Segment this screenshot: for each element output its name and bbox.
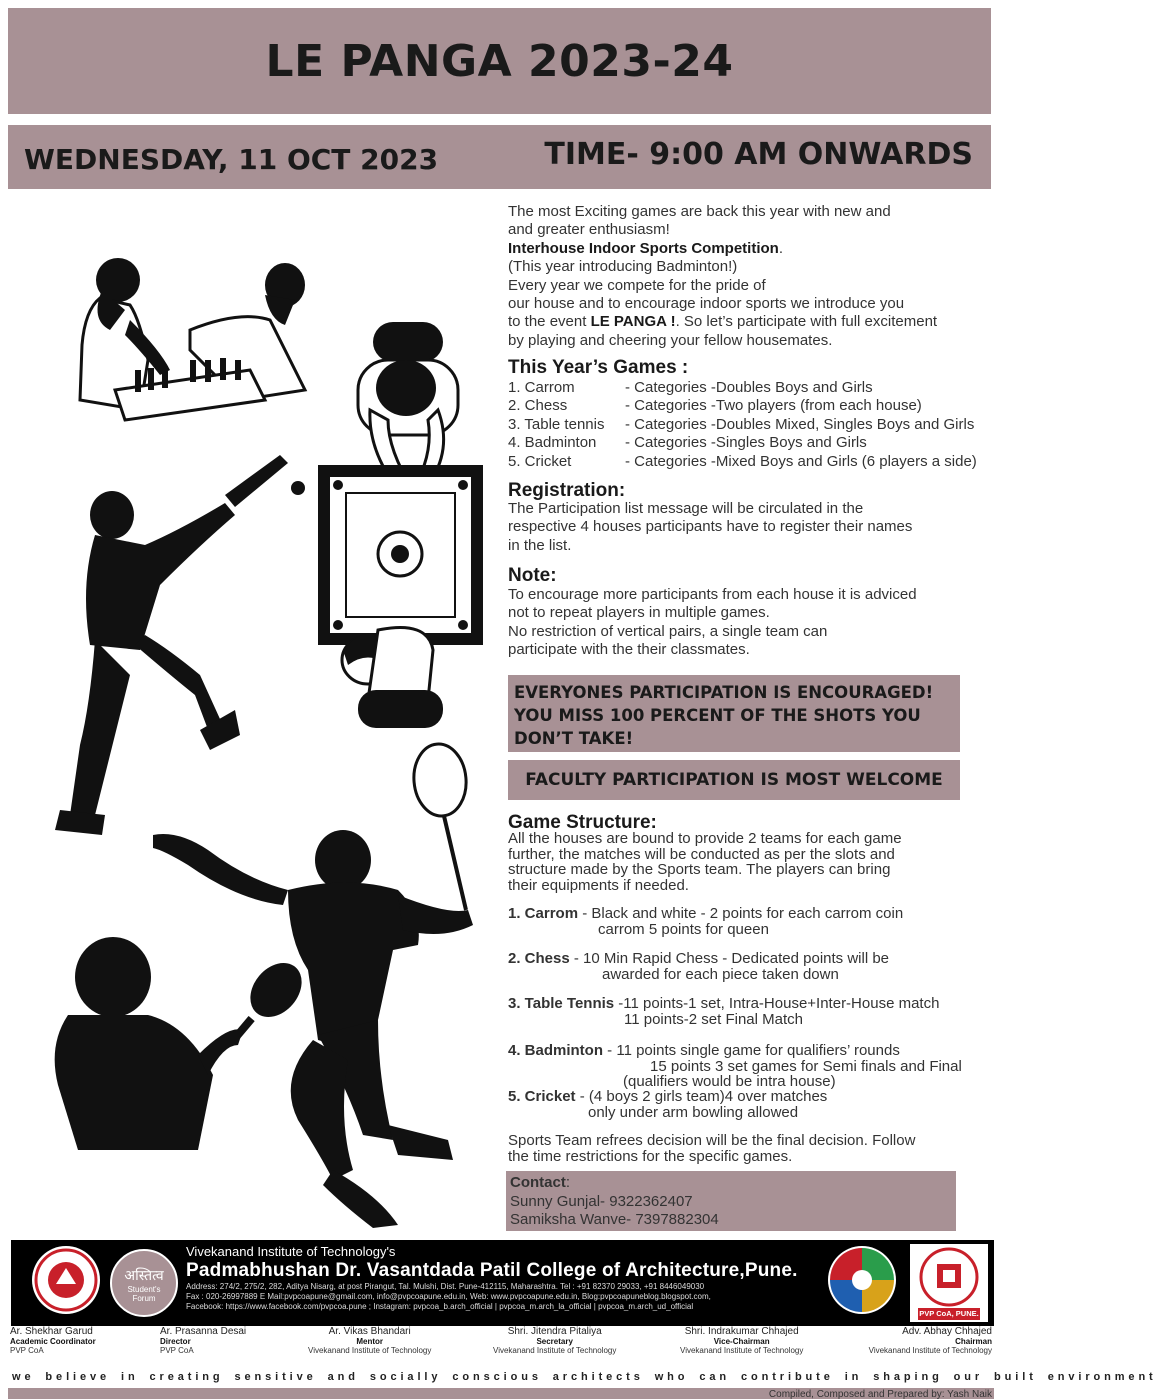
intro-line: our house and to encourage indoor sports we introduce you bbox=[508, 295, 905, 313]
rule-game-name: 3. Table Tennis bbox=[508, 995, 615, 1012]
game-categories: - Categories -Mixed Boys and Girls (6 players a side) bbox=[625, 452, 977, 470]
intro-section bbox=[508, 203, 996, 350]
game-categories: - Categories -Two players (from each house) bbox=[625, 397, 922, 415]
signatory: Shri. Indrakumar Chhajed Vice-Chairman Vivekanand Institute of Technology bbox=[680, 1326, 804, 1355]
event-date: WEDNESDAY, 11 OCT 2023 bbox=[24, 143, 439, 176]
contact-person: Sunny Gunjal- 9322362407 bbox=[510, 1192, 693, 1210]
competition-name: Interhouse Indoor Sports Competition bbox=[508, 239, 779, 257]
carrom-players-illustration bbox=[318, 320, 493, 730]
registration-text: The Participation list message will be circulated in the respective 4 houses participants have to register their names in the list. bbox=[508, 500, 913, 554]
rule-game-name: 5. Cricket bbox=[508, 1088, 576, 1105]
college-motto: we believe in creating sensitive and socially conscious architects who can contribute in shaping our built environment bbox=[12, 1371, 1157, 1383]
structure-badminton: 4. Badminton - 11 points single game for qualifiers’ rounds 15 points 3 set games for Semi finals and Final (qualifiers would be intra house) bbox=[508, 1042, 962, 1090]
institute-seal-left-icon bbox=[30, 1244, 102, 1316]
event-title: LE PANGA 2023-24 bbox=[265, 35, 734, 87]
game-categories: - Categories -Singles Boys and Girls bbox=[625, 434, 867, 452]
structure-chess: 2. Chess - 10 Min Rapid Chess - Dedicated points will be awarded for each piece taken down bbox=[508, 950, 890, 983]
intro-line: The most Exciting games are back this year with new and bbox=[508, 203, 891, 220]
structure-cricket: 5. Cricket - (4 boys 2 girls team)4 over matches only under arm bowling allowed bbox=[508, 1088, 828, 1121]
contact-heading: Contact bbox=[510, 1174, 566, 1191]
date-time-banner bbox=[8, 125, 991, 189]
game-structure-heading: Game Structure: bbox=[508, 812, 657, 833]
game-row bbox=[508, 397, 998, 415]
game-categories: - Categories -Doubles Boys and Girls bbox=[625, 379, 873, 396]
event-time: TIME- 9:00 AM ONWARDS bbox=[544, 137, 973, 172]
structure-closing: Sports Team refrees decision will be the final decision. Follow the time restrictions for the specific games. bbox=[508, 1132, 916, 1165]
structure-table-tennis: 3. Table Tennis -11 points-1 set, Intra-House+Inter-House match 11 points-2 set Final Match bbox=[508, 995, 940, 1028]
chess-players-illustration bbox=[40, 250, 310, 430]
note-text: To encourage more participants from each house it is adviced not to repeat players in multiple games. No restriction of vertical pairs, a single team can participate with the their classmates. bbox=[508, 586, 917, 659]
college-address: Address: 274/2, 275/2, 282, Aditya Nisarg, at post Pirangut, Tal. Mulshi, Dist. Pune-412115, Maharashtra. Tel : +91 82370 29033, +91 8446049030 bbox=[186, 1282, 705, 1291]
game-structure-intro: All the houses are bound to provide 2 teams for each game further, the matches will be conducted as per the slots and structure made by the Sports team. The players can bring their equipments if needed. bbox=[508, 830, 902, 894]
intro-line: Every year we compete for the pride of bbox=[508, 276, 766, 294]
game-row bbox=[508, 379, 998, 397]
rule-game-name: 1. Carrom bbox=[508, 905, 579, 922]
game-name: 4. Badminton bbox=[508, 434, 597, 452]
rule-game-name: 4. Badminton bbox=[508, 1042, 604, 1059]
credit-line: Compiled, Composed and Prepared by: Yash Naik bbox=[768, 1389, 992, 1400]
games-list bbox=[508, 379, 998, 471]
event-name: LE PANGA ! bbox=[590, 313, 676, 331]
college-contacts: Fax : 020-26997889 E Mail:pvpcoapune@gmail.com, info@pvpcoapune.edu.in, Web: www.pvpcoapune.edu.in, Blog:pvpcoapuneblog.blogspot.com, bbox=[186, 1292, 711, 1301]
contact-person: Samiksha Wanve- 7397882304 bbox=[510, 1211, 719, 1228]
rule-game-name: 2. Chess bbox=[508, 950, 570, 967]
intro-line: (This year introducing Badminton!) bbox=[508, 258, 738, 276]
encouragement-banner: EVERYONES PARTICIPATION IS ENCOURAGED! YOU MISS 100 PERCENT OF THE SHOTS YOU DON’T TAKE! bbox=[508, 675, 960, 752]
contact-box: Contact: Sunny Gunjal- 9322362407 Samiksha Wanve- 7397882304 bbox=[506, 1171, 956, 1231]
college-social: Facebook: https://www.facebook.com/pvpcoa.pune ; Instagram: pvpcoa_b.arch_official | pvpcoa_m.arch_la_official | pvpcoa_m.arch_ud_official bbox=[186, 1302, 694, 1311]
game-row bbox=[508, 434, 998, 452]
game-categories: - Categories -Doubles Mixed, Singles Boys and Girls bbox=[625, 415, 975, 433]
registration-heading: Registration: bbox=[508, 480, 626, 501]
game-row bbox=[508, 453, 998, 471]
student-forum-logo: अस्तित्व Student's Forum bbox=[109, 1244, 179, 1322]
signatories-row bbox=[8, 1326, 994, 1362]
games-heading: This Year’s Games : bbox=[508, 357, 689, 378]
title-banner bbox=[8, 8, 991, 114]
college-details bbox=[186, 1244, 798, 1312]
signatory: Adv. Abhay Chhajed Chairman Vivekanand Institute of Technology bbox=[868, 1326, 992, 1355]
intro-line: and greater enthusiasm! bbox=[508, 221, 670, 239]
house-emblem-icon bbox=[826, 1244, 898, 1316]
game-name: 5. Cricket bbox=[508, 452, 572, 470]
game-name: 3. Table tennis bbox=[508, 415, 605, 433]
badminton-player-illustration bbox=[148, 740, 493, 1230]
signatory: Ar. Shekhar Garud Academic Coordinator PVP CoA bbox=[10, 1326, 96, 1355]
game-name: 1. Carrom bbox=[508, 379, 575, 396]
college-name: Padmabhushan Dr. Vasantdada Patil College of Architecture,Pune. bbox=[186, 1260, 798, 1281]
institute-name: Vivekanand Institute of Technology's bbox=[186, 1244, 396, 1259]
signatory: Ar. Vikas Bhandari Mentor Vivekanand Institute of Technology bbox=[308, 1326, 432, 1355]
structure-carrom: 1. Carrom - Black and white - 2 points for each carrom coin carrom 5 points for queen bbox=[508, 905, 904, 938]
signatory: Ar. Prasanna Desai Director PVP CoA bbox=[160, 1326, 247, 1355]
faculty-banner: FACULTY PARTICIPATION IS MOST WELCOME bbox=[508, 760, 960, 800]
game-row bbox=[508, 416, 998, 434]
seal-label: PVP CoA, PUNE. bbox=[919, 1309, 979, 1318]
intro-line: to the event LE PANGA !. So let’s participate with full excitement bbox=[508, 313, 938, 331]
game-name: 2. Chess bbox=[508, 397, 568, 415]
competition-line: Interhouse Indoor Sports Competition. bbox=[508, 239, 783, 257]
note-heading: Note: bbox=[508, 565, 557, 586]
intro-line: by playing and cheering your fellow housemates. bbox=[508, 331, 833, 349]
signatory: Shri. Jitendra Pitaliya Secretary Vivekanand Institute of Technology bbox=[493, 1326, 617, 1355]
